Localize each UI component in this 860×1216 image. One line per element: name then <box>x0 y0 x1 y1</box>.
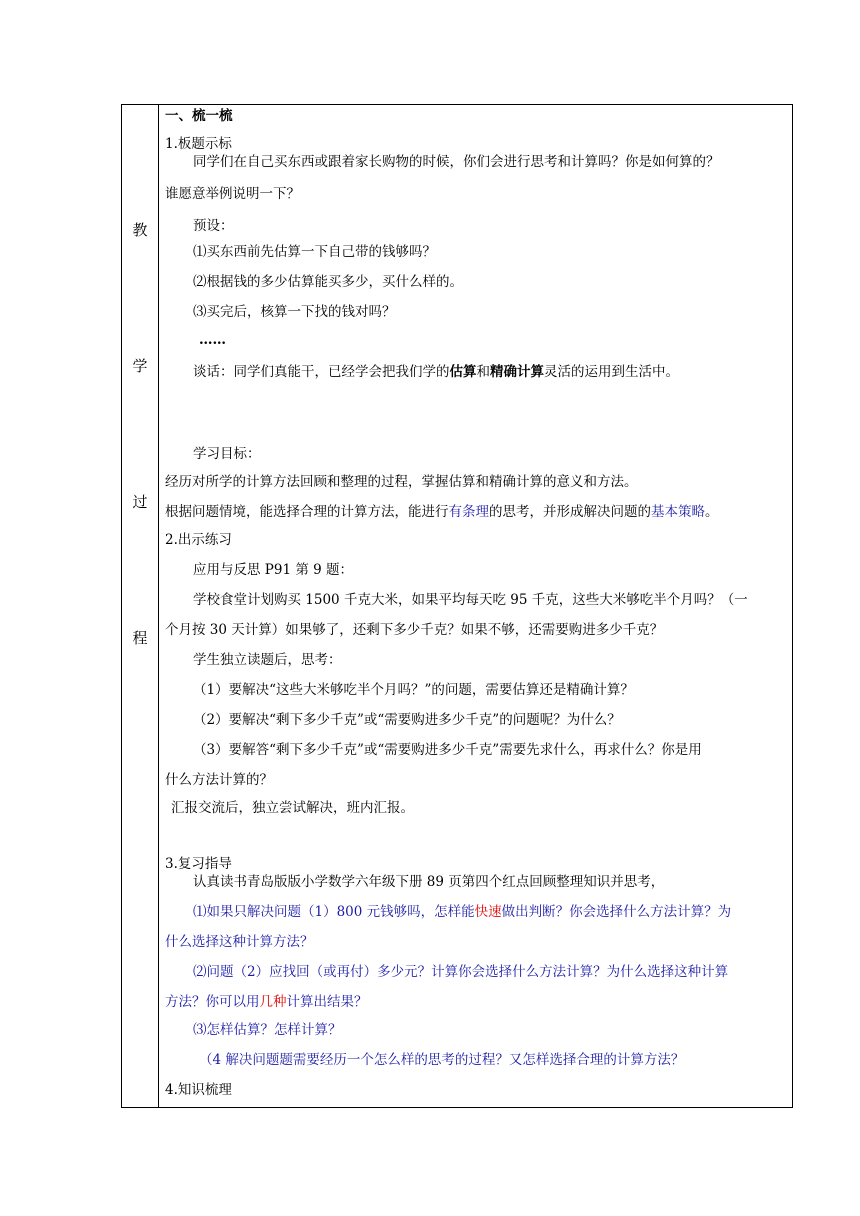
preset-item-2: ⑵根据钱的多少估算能买多少，买什么样的。 <box>193 274 463 290</box>
goal2-part-c: 的思考，并形成解决问题的 <box>489 504 651 520</box>
goal2-orderly: 有条理 <box>448 504 489 520</box>
guide-4: （4 解决问题题需要经历一个怎么样的思考的过程？又怎样选择合理的计算方法？ <box>199 1052 685 1068</box>
problem-line-1: 学校食堂计划购买 1500 千克大米，如果平均每天吃 95 千克，这些大米够吃半个月吗？（一 <box>193 592 748 608</box>
intro-paragraph: 同学们在自己买东西或跟着家长购物的时候，你们会进行思考和计算吗？你是如何算的？ <box>193 154 720 170</box>
guide-1-line-1 <box>193 903 731 921</box>
preset-label: 预设： <box>193 218 234 234</box>
guide2-part-c: 计算出结果？ <box>286 994 368 1010</box>
question-3-line-2: 什么方法计算的？ <box>165 772 273 788</box>
column-char-xue: 学 <box>132 357 148 375</box>
column-char-cheng: 程 <box>132 629 148 647</box>
report-line: 汇报交流后，独立尝试解决，班内汇报。 <box>171 800 414 816</box>
ellipsis: …… <box>199 332 226 348</box>
talk-part-c: 和 <box>476 364 490 380</box>
question-2: （2）要解决“剩下多少千克”或“需要购进多少千克”的问题呢？为什么？ <box>193 712 621 728</box>
goal-1: 经历对所学的计算方法回顾和整理的过程，掌握估算和精确计算的意义和方法。 <box>165 474 638 490</box>
review-intro: 认真读书青岛版版小学数学六年级下册 89 页第四个红点回顾整理知识并思考， <box>193 874 665 890</box>
talk-paragraph <box>193 363 679 381</box>
guide1-part-c: 做出判断？你会选择什么方法计算？为 <box>501 904 732 920</box>
exercise-source: 应用与反思 P91 第 9 题： <box>193 562 354 578</box>
preset-item-3: ⑶买完后，核算一下找的钱对吗？ <box>193 304 396 320</box>
talk-exact: 精确计算 <box>490 364 544 380</box>
goal2-strategy: 基本策略 <box>651 504 705 520</box>
lesson-table <box>121 104 793 1108</box>
process-label-column <box>122 105 159 1107</box>
talk-part-e: 灵活的运用到生活中。 <box>544 364 679 380</box>
question-1: （1）要解决“这些大米够吃半个月吗？”的问题，需要估算还是精确计算？ <box>193 682 634 698</box>
column-char-jiao: 教 <box>132 221 148 239</box>
guide-3: ⑶怎样估算？怎样计算？ <box>193 1022 342 1038</box>
problem-line-2: 个月按 30 天计算）如果够了，还剩下多少千克？如果不够，还需要购进多少千克？ <box>165 622 664 638</box>
intro-paragraph-cont: 谁愿意举例说明一下？ <box>165 186 300 202</box>
section3-heading: 3.复习指导 <box>165 856 232 872</box>
goal-2 <box>165 503 719 521</box>
guide-1-line-2: 什么选择这种计算方法？ <box>165 934 314 950</box>
think-prompt: 学生独立读题后，思考： <box>193 652 342 668</box>
section1-sub-heading: 1.板题示标 <box>165 136 232 152</box>
preset-item-1: ⑴买东西前先估算一下自己带的钱够吗？ <box>193 244 436 260</box>
content-cell <box>159 105 792 1107</box>
guide-2-line-2 <box>165 993 368 1011</box>
guide1-quickly: 快速 <box>474 904 502 920</box>
guide-2-line-1: ⑵问题（2）应找回（或再付）多少元？计算你会选择什么方法计算？为什么选择这种计算 <box>193 964 729 980</box>
talk-part-a: 谈话：同学们真能干，已经学会把我们学的 <box>193 364 450 380</box>
section1-heading: 一、梳一梳 <box>165 108 233 124</box>
guide1-part-a: ⑴如果只解决问题（1）800 元钱够吗，怎样能 <box>193 904 475 920</box>
section2-heading: 2.出示练习 <box>165 532 232 548</box>
talk-estimate: 估算 <box>449 364 477 380</box>
column-char-guo: 过 <box>132 493 148 511</box>
goals-label: 学习目标： <box>193 446 261 462</box>
question-3-line-1: （3）要解答“剩下多少千克”或“需要购进多少千克”需要先求什么，再求什么？你是用 <box>193 742 702 758</box>
section4-heading: 4.知识梳理 <box>165 1082 232 1098</box>
guide2-part-a: 方法？你可以用 <box>165 994 260 1010</box>
goal2-part-e: 。 <box>705 504 719 520</box>
guide2-several: 几种 <box>259 994 287 1010</box>
goal2-part-a: 根据问题情境，能选择合理的计算方法，能进行 <box>165 504 449 520</box>
